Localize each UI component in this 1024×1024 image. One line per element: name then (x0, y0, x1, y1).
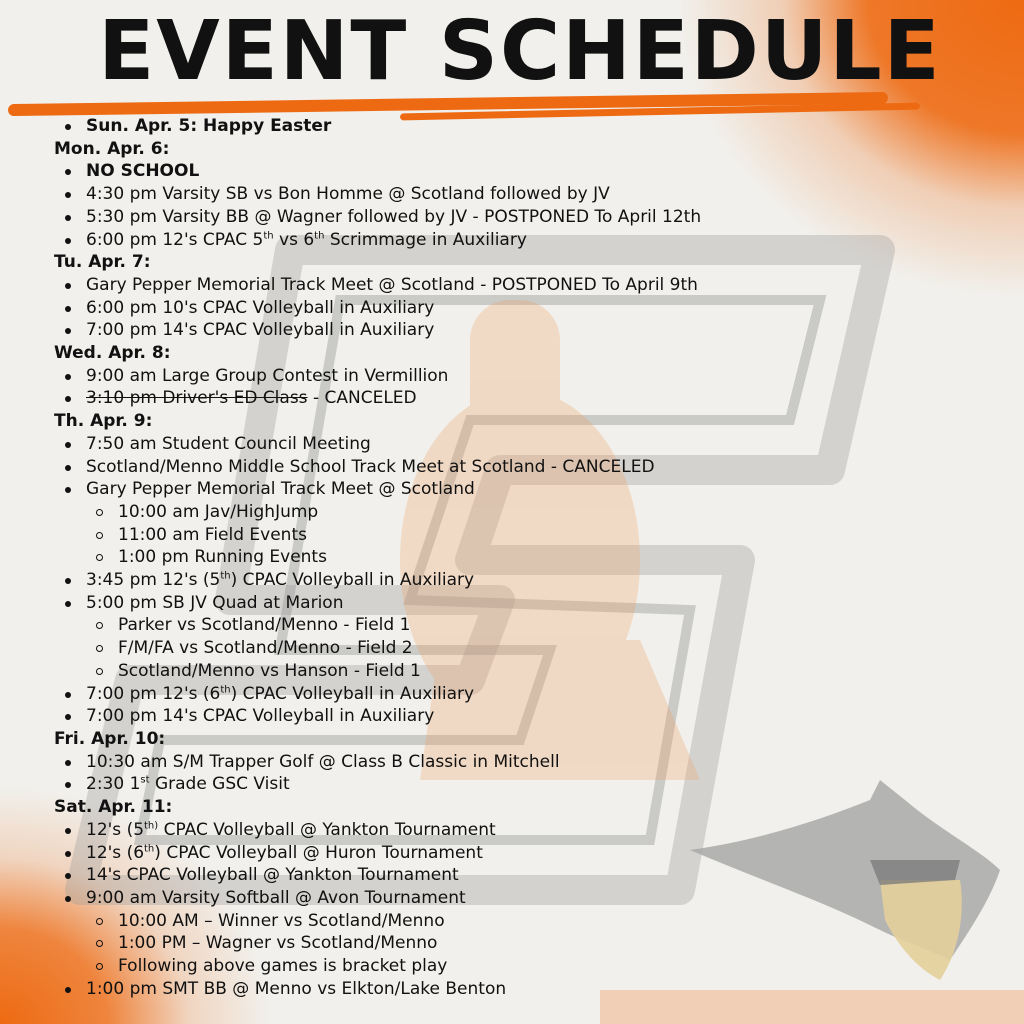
text: 3:45 pm 12's (5 (86, 570, 221, 591)
list-item (54, 819, 994, 842)
text: ) CPAC Volleyball in Auxiliary (230, 570, 475, 591)
superscript: th (144, 842, 155, 854)
sub-item: 10:00 AM – Winner vs Scotland/Menno (54, 910, 994, 933)
sub-item: Scotland/Menno vs Hanson - Field 1 (54, 660, 994, 683)
list-item (54, 773, 994, 796)
list-item: 4:30 pm Varsity SB vs Bon Homme @ Scotland followed by JV (54, 183, 994, 206)
text: CPAC Volleyball @ Yankton Tournament (158, 819, 496, 840)
text: 6:00 pm 12's CPAC 5 (86, 229, 264, 250)
list-item: NO SCHOOL (54, 160, 994, 183)
list-item: 7:50 am Student Council Meeting (54, 433, 994, 456)
list-item-easter: Sun. Apr. 5: Happy Easter (54, 115, 994, 138)
list-item (54, 569, 994, 592)
list-item-canceled-class (54, 387, 994, 410)
list-item: 9:00 am Large Group Contest in Vermillion (54, 365, 994, 388)
list-item-scrimmage (54, 229, 994, 252)
list-item: 5:30 pm Varsity BB @ Wagner followed by JV - POSTPONED To April 12th (54, 206, 994, 229)
day-heading-tue: Tu. Apr. 7: (54, 252, 151, 273)
text: ) CPAC Volleyball @ Huron Tournament (154, 842, 483, 863)
list-item: 9:00 am Varsity Softball @ Avon Tournament (54, 887, 994, 910)
text: Grade GSC Visit (149, 774, 290, 795)
text: 12's (5 (86, 819, 145, 840)
superscript: th (314, 229, 325, 241)
list-item: 1:00 pm SMT BB @ Menno vs Elkton/Lake Benton (54, 978, 994, 1001)
text: vs 6 (273, 229, 315, 250)
sub-item: 1:00 PM – Wagner vs Scotland/Menno (54, 932, 994, 955)
text: 12's (6 (86, 842, 145, 863)
list-item: 7:00 pm 14's CPAC Volleyball in Auxiliary (54, 705, 994, 728)
day-heading-fri: Fri. Apr. 10: (54, 728, 166, 749)
list-item: 14's CPAC Volleyball @ Yankton Tournament (54, 864, 994, 887)
text: 2:30 1 (86, 774, 141, 795)
list-item: Gary Pepper Memorial Track Meet @ Scotland - POSTPONED To April 9th (54, 274, 994, 297)
sub-item: 10:00 am Jav/HighJump (54, 501, 994, 524)
sub-item: 1:00 pm Running Events (54, 546, 994, 569)
superscript: th (220, 683, 231, 695)
schedule-list (54, 115, 994, 1000)
list-item: 7:00 pm 14's CPAC Volleyball in Auxiliary (54, 319, 994, 342)
text: 7:00 pm 12's (6 (86, 683, 221, 704)
text: Scrimmage in Auxiliary (324, 229, 527, 250)
list-item: 10:30 am S/M Trapper Golf @ Class B Classic in Mitchell (54, 751, 994, 774)
superscript: th (263, 229, 274, 241)
list-item: 5:00 pm SB JV Quad at Marion (54, 592, 994, 615)
list-item: 6:00 pm 10's CPAC Volleyball in Auxiliary (54, 297, 994, 320)
superscript: st (140, 774, 150, 786)
day-heading-thu: Th. Apr. 9: (54, 411, 153, 432)
day-heading-mon: Mon. Apr. 6: (54, 138, 170, 159)
list-item: Scotland/Menno Middle School Track Meet at Scotland - CANCELED (54, 456, 994, 479)
list-item: Gary Pepper Memorial Track Meet @ Scotland (54, 478, 994, 501)
day-heading-wed: Wed. Apr. 8: (54, 343, 171, 364)
page-title: EVENT SCHEDULE (98, 4, 942, 99)
struck-text: 3:10 pm Driver's ED Class (86, 388, 308, 409)
text: - CANCELED (307, 388, 417, 409)
sub-item: Following above games is bracket play (54, 955, 994, 978)
text: ) CPAC Volleyball in Auxiliary (230, 683, 475, 704)
list-item (54, 842, 994, 865)
superscript: th) (144, 820, 159, 832)
superscript: th (220, 570, 231, 582)
day-heading-sat: Sat. Apr. 11: (54, 797, 173, 818)
list-item (54, 683, 994, 706)
sub-item: Parker vs Scotland/Menno - Field 1 (54, 614, 994, 637)
sub-item: F/M/FA vs Scotland/Menno - Field 2 (54, 637, 994, 660)
sub-item: 11:00 am Field Events (54, 524, 994, 547)
